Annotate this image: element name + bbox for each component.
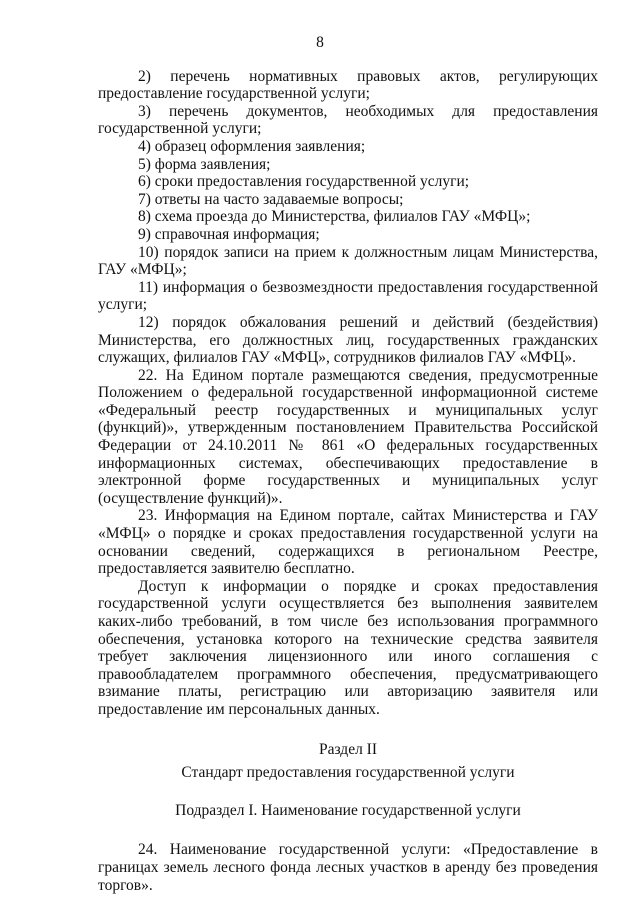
list-item-7: 7) ответы на часто задаваемые вопросы; [138, 190, 404, 208]
page-number: 8 [316, 34, 324, 51]
section-title: Раздел II [318, 740, 378, 758]
paragraph-access: Доступ к информации о порядке и сроках предоставления государственной услуги осуществляется без выполнения заявителем каких-либо требований, в том числе без использования программного обеспечения, установка которого на технические средства заявителя требует заключения лицензионного или иного соглашения с правообладателем программного обеспечения, предусматривающего взимание платы, регистрацию или авторизацию заявителя или предоставление им персональных данных. [98, 577, 598, 718]
list-item-6: 6) сроки предоставления государственной услуги; [138, 173, 470, 191]
list-item-5: 5) форма заявления; [138, 155, 271, 173]
list-item-11: 11) информация о безвозмездности предоставления государственной услуги; [98, 278, 598, 314]
paragraph-23: 23. Информация на Едином портале, сайтах Министерства и ГАУ «МФЦ» о порядке и сроках предоставления государственной услуги на основании сведений, содержащихся в региональном Реестре, предоставляется заявителю бесплатно. [98, 507, 598, 578]
paragraph-24: 24. Наименование государственной услуги: «Предоставление в границах земель лесного фонда лесных участков в аренду без проведения торгов». [98, 841, 598, 894]
subsection-title: Подраздел I. Наименование государственной услуги [175, 801, 521, 819]
list-item-8: 8) схема проезда до Министерства, филиалов ГАУ «МФЦ»; [138, 208, 531, 226]
list-item-12: 12) порядок обжалования решений и действий (бездействия) Министерства, его должностных лиц, государственных гражданских служащих, филиалов ГАУ «МФЦ», сотрудников филиалов ГАУ «МФЦ». [98, 313, 598, 367]
list-item-3: 3) перечень документов, необходимых для предоставления государственной услуги; [98, 102, 598, 138]
list-item-4: 4) образец оформления заявления; [138, 137, 366, 155]
paragraph-22: 22. На Едином портале размещаются сведения, предусмотренные Положением о федеральной государственной информационной системе «Федеральный реестр государственных и муниципальных услуг (функций)», утвержденным постановлением Правительства Российской Федерации от 24.10.2011 № 861 «О федеральных государственных информационных системах, обеспечивающих предоставление в электронной форме государственных и муниципальных услуг (осуществление функций)». [98, 366, 598, 507]
section-subtitle: Стандарт предоставления государственной услуги [181, 764, 515, 782]
list-item-10: 10) порядок записи на прием к должностным лицам Министерства, ГАУ «МФЦ»; [98, 243, 598, 279]
list-item-2: 2) перечень нормативных правовых актов, регулирующих предоставление государственной услуги; [98, 67, 598, 103]
list-item-9: 9) справочная информация; [138, 225, 320, 243]
